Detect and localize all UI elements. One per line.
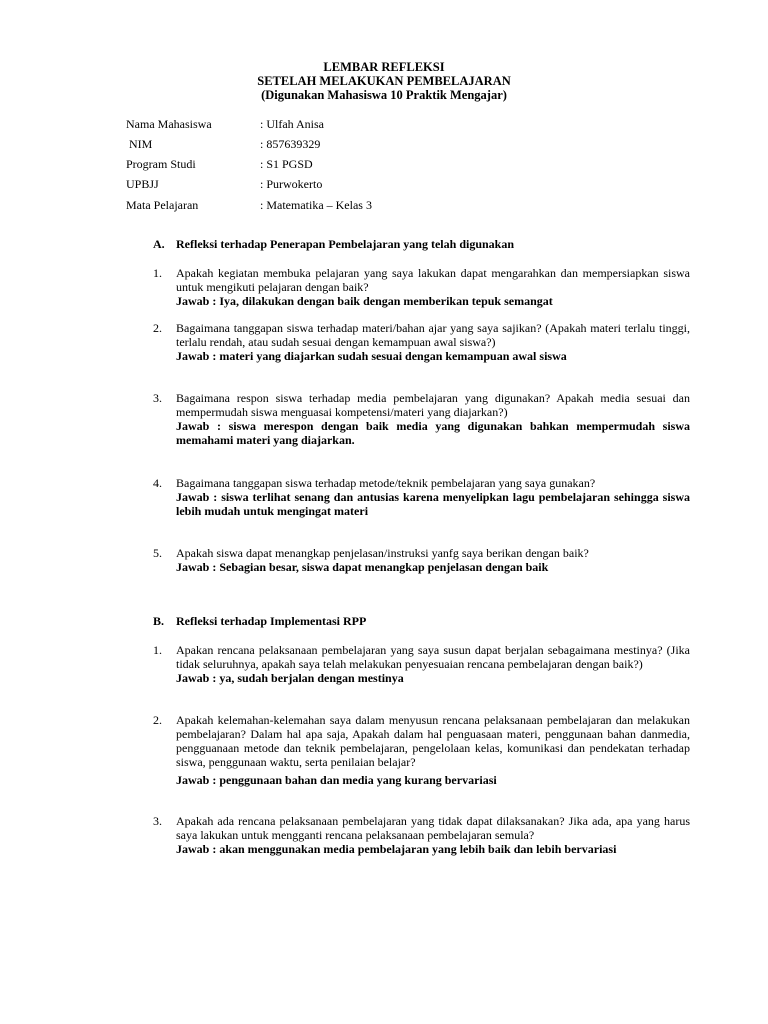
item-number: 2.: [153, 321, 162, 335]
item-number: 3.: [153, 814, 162, 828]
item-number: 1.: [153, 266, 162, 280]
section-letter: B.: [153, 614, 165, 628]
item-answer: Jawab : penggunaan bahan dan media yang kurang bervariasi: [176, 773, 497, 787]
item-question: Apakah siswa dapat menangkap penjelasan/instruksi yanfg saya berikan dengan baik?: [176, 546, 589, 560]
item-question: Apakah kegiatan membuka pelajaran yang saya lakukan dapat mengarahkan dan mempersiapkan siswa untuk mengikuti pelajaran dengan baik?: [176, 266, 690, 294]
item-answer: Jawab : Sebagian besar, siswa dapat menangkap penjelasan dengan baik: [176, 560, 549, 574]
item-question: Bagaimana tanggapan siswa terhadap materi/bahan ajar yang saya sajikan? (Apakah materi terlalu tinggi, terlalu rendah, atau sudah sesuai dengan kemampuan awal siswa?): [176, 321, 690, 349]
identity-value: : S1 PGSD: [260, 157, 313, 171]
item-number: 5.: [153, 546, 162, 560]
identity-label: NIM: [126, 137, 153, 151]
item-question: Bagaimana tanggapan siswa terhadap metode/teknik pembelajaran yang saya gunakan?: [176, 476, 596, 490]
document-title: [0, 60, 768, 102]
item-answer: Jawab : materi yang diajarkan sudah sesuai dengan kemampuan awal siswa: [176, 349, 567, 363]
title-line-1: LEMBAR REFLEKSI: [323, 60, 445, 74]
item-answer: Jawab : siswa terlihat senang dan antusias karena menyelipkan lagu pembelajaran sehingga siswa lebih mudah untuk mengingat materi: [176, 490, 690, 518]
identity-label: Nama Mahasiswa: [126, 117, 212, 131]
identity-value: : Matematika – Kelas 3: [260, 198, 372, 212]
section-letter: A.: [153, 237, 165, 251]
item-answer: Jawab : Iya, dilakukan dengan baik dengan memberikan tepuk semangat: [176, 294, 553, 308]
item-number: 1.: [153, 643, 162, 657]
section-title: Refleksi terhadap Implementasi RPP: [176, 614, 367, 628]
item-number: 4.: [153, 476, 162, 490]
title-line-2: SETELAH MELAKUKAN PEMBELAJARAN: [257, 74, 511, 88]
identity-value: : Ulfah Anisa: [260, 117, 324, 131]
item-question: Apakah ada rencana pelaksanaan pembelajaran yang tidak dapat dilaksanakan? Jika ada, apa yang harus saya lakukan untuk mengganti rencana pelaksanaan pembelajaran semula?: [176, 814, 690, 842]
item-question: Apakan rencana pelaksanaan pembelajaran yang saya susun dapat berjalan sebagaimana mestinya? (Jika tidak seluruhnya, apakah saya telah melakukan penyesuaian rencana pembelajaran dengan baik?): [176, 643, 690, 671]
item-answer: Jawab : akan menggunakan media pembelajaran yang lebih baik dan lebih bervariasi: [176, 842, 617, 856]
identity-value: : Purwokerto: [260, 177, 323, 191]
item-question: Bagaimana respon siswa terhadap media pembelajaran yang digunakan? Apakah media sesuai dan mempermudah siswa menguasai kompetensi/materi yang diajarkan?): [176, 391, 690, 419]
item-answer: Jawab : siswa merespon dengan baik media yang digunakan bahkan mempermudah siswa memahami materi yang diajarkan.: [176, 419, 690, 447]
item-answer: Jawab : ya, sudah berjalan dengan mestinya: [176, 671, 404, 685]
item-number: 3.: [153, 391, 162, 405]
identity-label: Program Studi: [126, 157, 196, 171]
title-line-3: (Digunakan Mahasiswa 10 Praktik Mengajar): [261, 88, 507, 102]
item-number: 2.: [153, 713, 162, 727]
item-question: Apakah kelemahan-kelemahan saya dalam menyusun rencana pelaksanaan pembelajaran dan melakukan pembelajaran? Dalam hal apa saja, Apakah dalam hal penguasaan materi, penggunaan bahan danmedia, pengguanaan metode dan teknik pembelajaran, pengelolaan kelas, komunikasi dan pendekatan terhadap siswa, penggunaan waktu, serta penilaian belajar?: [176, 713, 690, 769]
section-title: Refleksi terhadap Penerapan Pembelajaran yang telah digunakan: [176, 237, 515, 251]
identity-label: Mata Pelajaran: [126, 198, 199, 212]
identity-value: : 857639329: [260, 137, 321, 151]
identity-label: UPBJJ: [126, 177, 159, 191]
